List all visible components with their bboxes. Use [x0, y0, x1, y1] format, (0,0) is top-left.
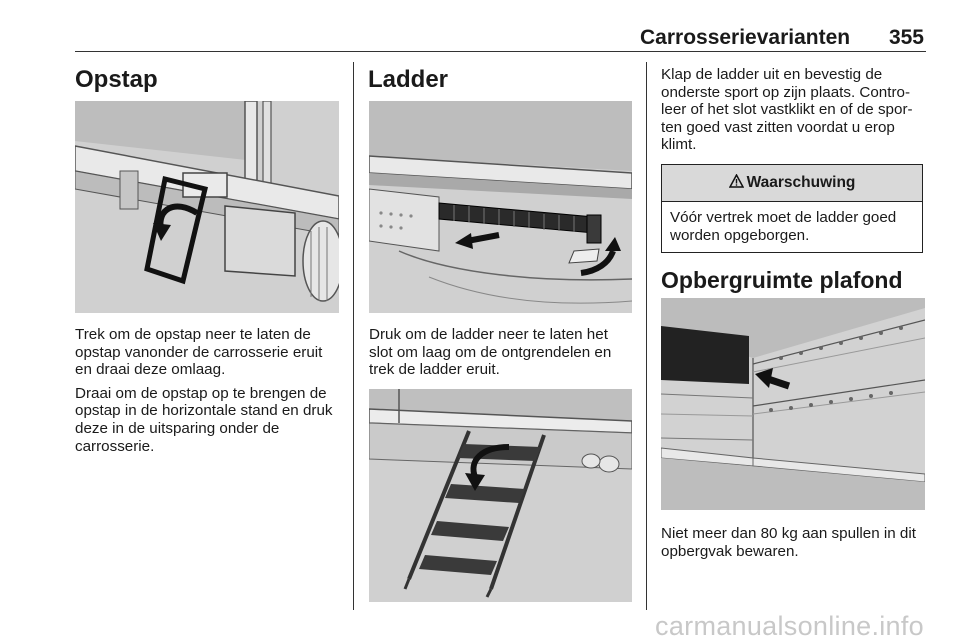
ladder-unfolded-illustration — [369, 389, 632, 602]
running-header-title: Carrosserievarianten — [640, 26, 851, 49]
warning-title: Waarschuwing — [746, 174, 856, 191]
watermark: carmanualsonline.info — [655, 611, 924, 641]
ladder-instructions — [369, 326, 635, 385]
figure-ceiling-storage — [661, 298, 925, 510]
ceiling-storage-instructions — [661, 525, 929, 566]
col3-paragraph-2: Niet meer dan 80 kg aan spullen in dit opbergvak bewaren. — [661, 525, 916, 560]
ceiling-storage-illustration — [661, 298, 925, 510]
warning-text: Vóór vertrek moet de ladder goed worden opgeborgen. — [670, 209, 897, 244]
section-heading-opbergruimte: Opbergruimte plafond — [661, 267, 903, 293]
column-divider-1 — [353, 62, 354, 610]
col3-paragraph-1: Klap de ladder uit en bevestig de onderste sport op zijn plaats. Contro-leer of het slot vastklikt en of de spor-ten goed vast zitten voordat u erop klimt. — [661, 66, 913, 154]
warning-box — [661, 164, 923, 253]
header-rule — [75, 51, 926, 52]
figure-ladder-stowed — [369, 101, 632, 313]
column-divider-2 — [646, 62, 647, 610]
section-heading-opstap: Opstap — [75, 66, 158, 93]
opstap-instructions — [75, 326, 343, 461]
ladder-unfold-instructions — [661, 66, 929, 160]
ladder-paragraph: Druk om de ladder neer te laten het slot om laag om de ontgrendelen en trek de ladder eruit. — [369, 326, 612, 379]
warning-header — [662, 165, 922, 202]
ladder-stowed-illustration — [369, 101, 632, 313]
warning-triangle-icon — [729, 174, 744, 193]
page-number: 355 — [888, 26, 924, 49]
section-heading-ladder: Ladder — [368, 66, 449, 93]
opstap-paragraph-1: Trek om de opstap neer te laten de opstap vanonder de carrosserie eruit en draai deze omlaag. — [75, 326, 323, 379]
figure-ladder-unfolded — [369, 389, 632, 602]
step-illustration — [75, 101, 339, 313]
opstap-paragraph-2: Draai om de opstap op te brengen de opstap in de horizontale stand en druk deze in de uitsparing onder de carrosserie. — [75, 384, 333, 455]
figure-step — [75, 101, 339, 313]
